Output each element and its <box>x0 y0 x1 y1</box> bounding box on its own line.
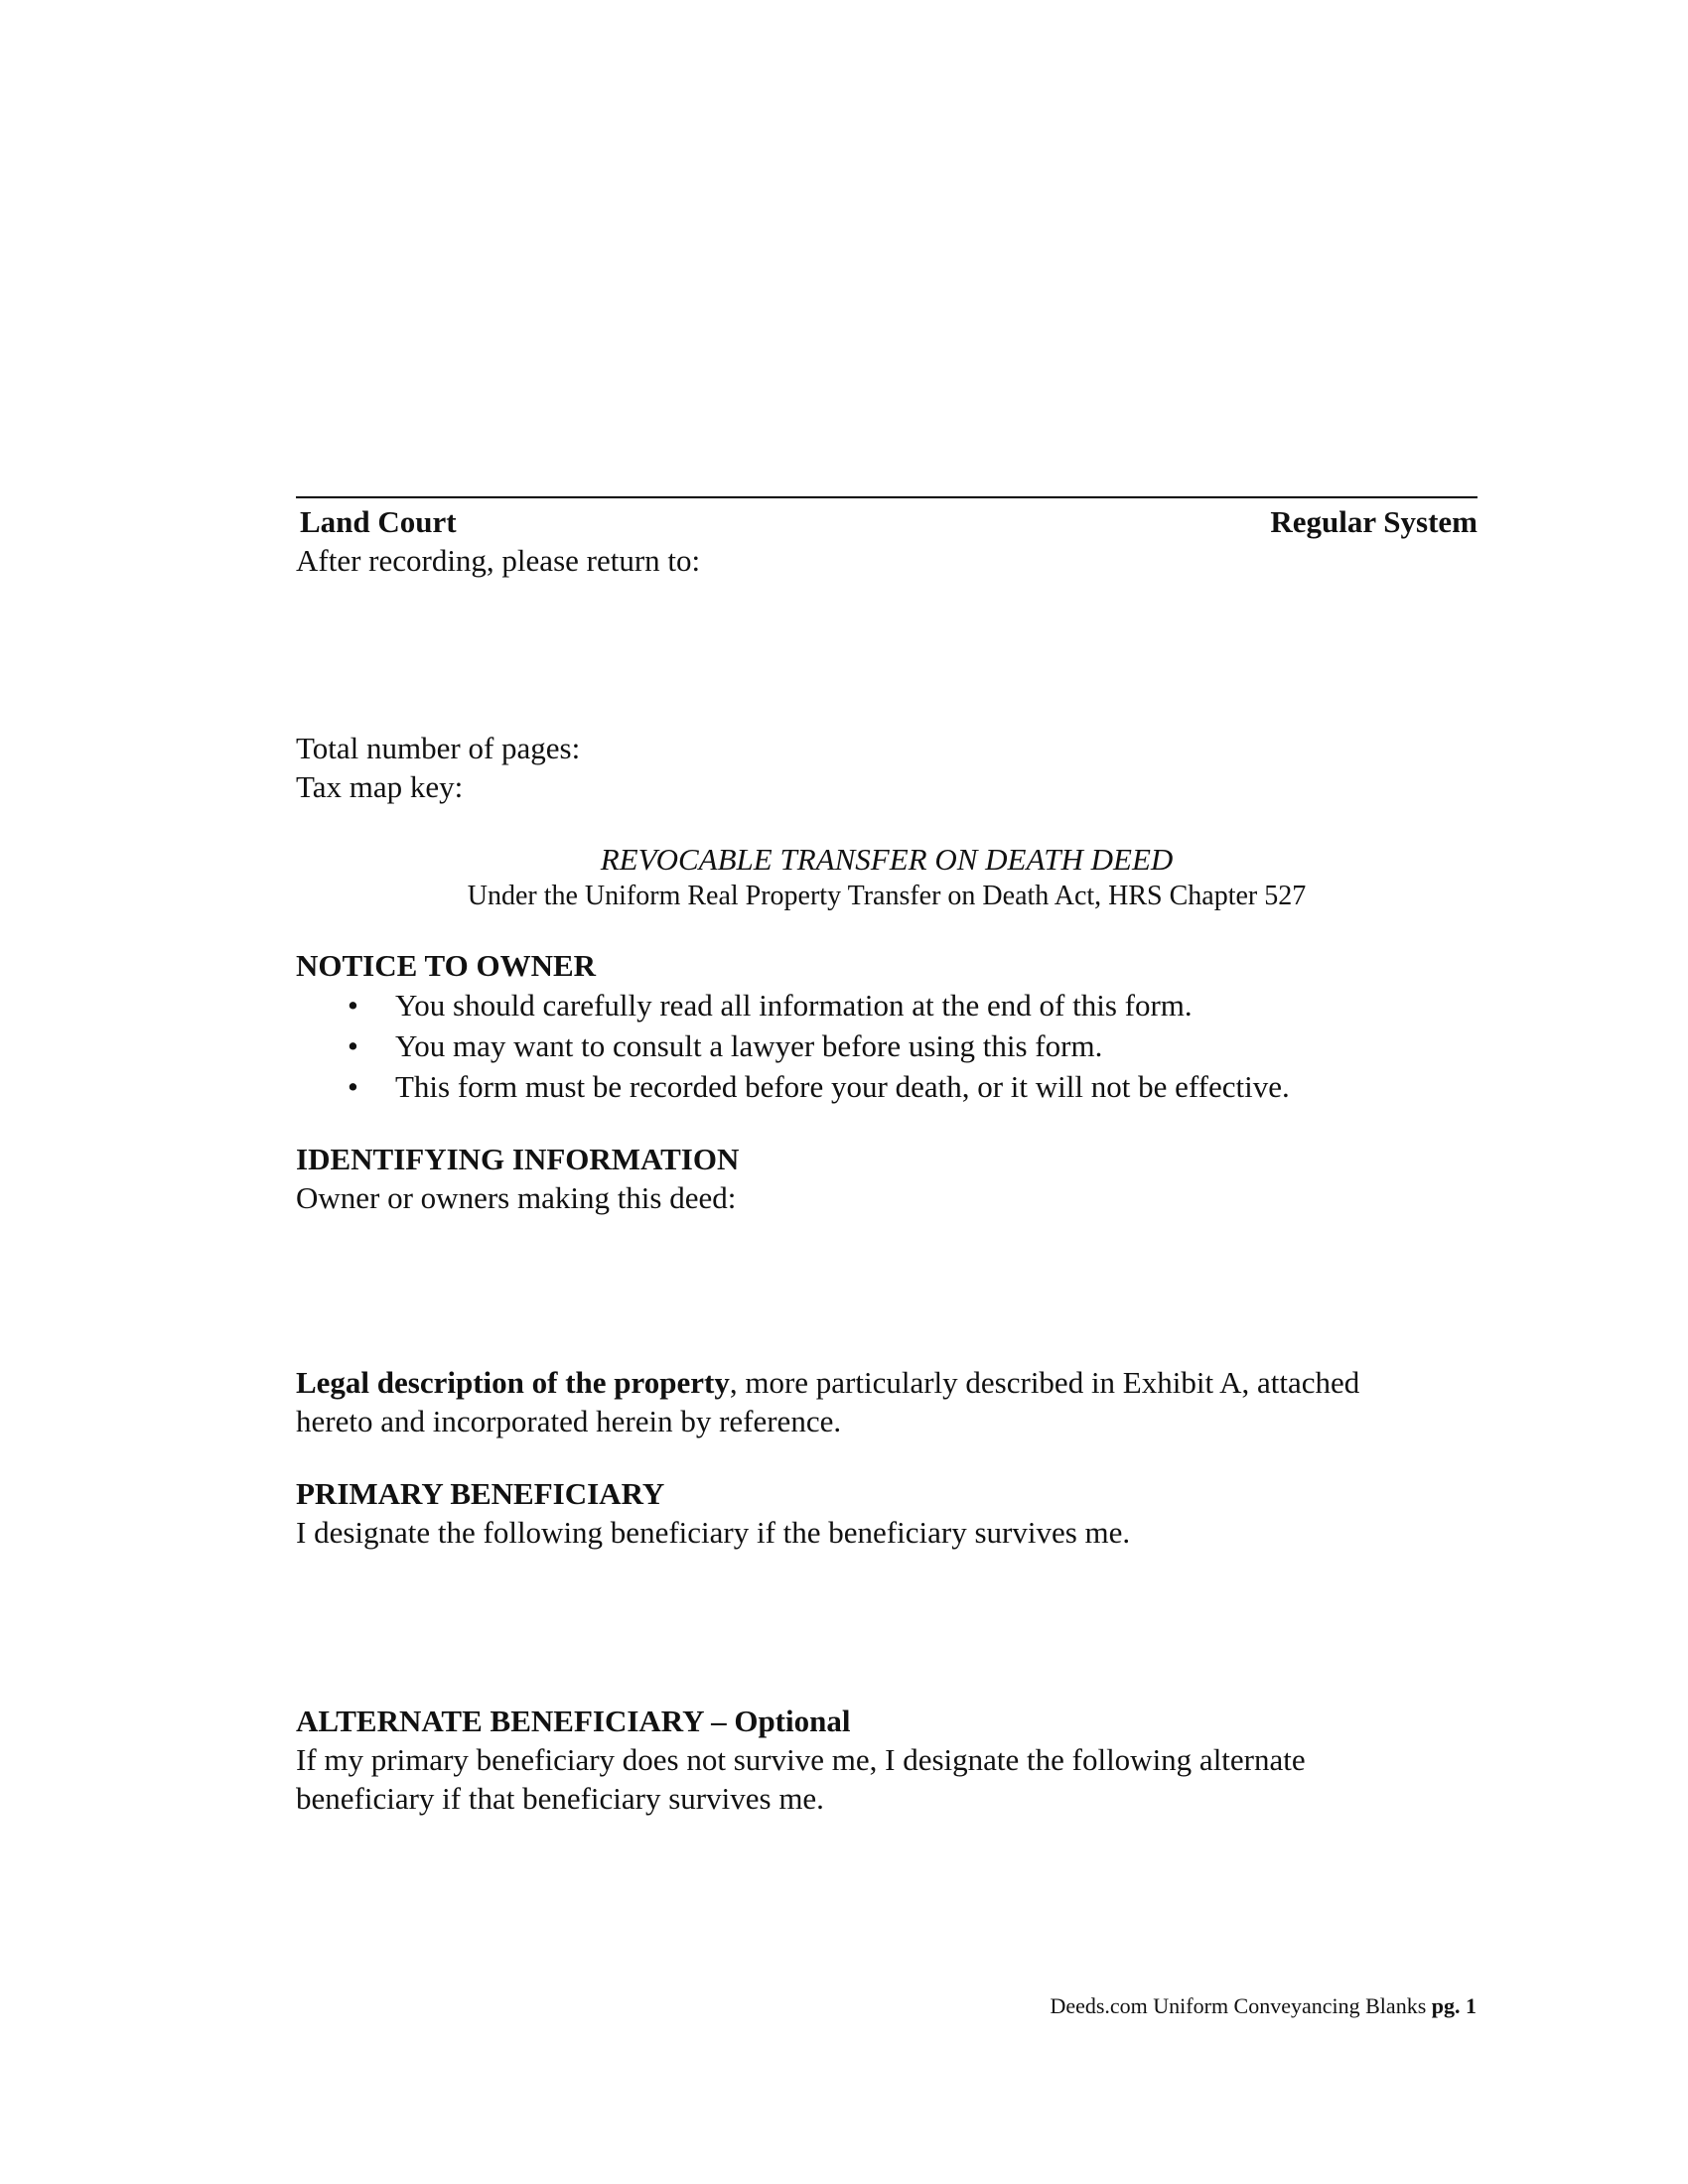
return-address-space <box>296 580 1477 729</box>
deed-subtitle: Under the Uniform Real Property Transfer on Death Act, HRS Chapter 527 <box>467 881 1307 911</box>
optional-label: – Optional <box>703 1704 851 1738</box>
notice-item: • This form must be recorded before your death, or it will not be effective. <box>296 1066 1477 1107</box>
legal-description-text: , more particularly described in Exhibit A, attached <box>729 1365 1360 1400</box>
notice-list <box>296 985 1477 1107</box>
document-content <box>296 496 1477 1818</box>
bullet-icon: • <box>348 1069 358 1104</box>
page-number: pg. 1 <box>1431 1993 1477 2018</box>
legal-description-line2: hereto and incorporated herein by reference. <box>296 1404 842 1438</box>
alternate-beneficiary-line1: If my primary beneficiary does not survive me, I designate the following alternate <box>296 1742 1306 1777</box>
land-court-label: Land Court <box>300 504 457 539</box>
identifying-heading: IDENTIFYING INFORMATION <box>296 1142 740 1176</box>
tax-map-key-label: Tax map key: <box>296 769 464 804</box>
regular-system-label: Regular System <box>1270 504 1477 539</box>
legal-description-bold: Legal description of the property <box>296 1365 730 1400</box>
primary-beneficiary-heading: PRIMARY BENEFICIARY <box>296 1476 665 1511</box>
bullet-icon: • <box>348 1028 358 1063</box>
notice-item: • You may want to consult a lawyer before using this form. <box>296 1025 1477 1066</box>
legal-description <box>296 1363 1477 1402</box>
top-rule <box>296 496 1477 498</box>
owner-label: Owner or owners making this deed: <box>296 1180 737 1215</box>
deed-title: REVOCABLE TRANSFER ON DEATH DEED <box>600 842 1174 877</box>
alternate-beneficiary-line2: beneficiary if that beneficiary survives me. <box>296 1781 824 1816</box>
recording-header <box>296 502 1477 541</box>
page-footer <box>0 1992 1477 2020</box>
owner-space <box>296 1217 1477 1363</box>
bullet-icon: • <box>348 988 358 1023</box>
notice-heading: NOTICE TO OWNER <box>296 948 597 983</box>
primary-beneficiary-space <box>296 1552 1477 1702</box>
return-to-label: After recording, please return to: <box>296 543 701 578</box>
notice-item: • You should carefully read all information at the end of this form. <box>296 985 1477 1025</box>
footer-text: Deeds.com Uniform Conveyancing Blanks <box>1050 1993 1432 2018</box>
alternate-beneficiary-heading: ALTERNATE BENEFICIARY – Optional <box>296 1704 851 1738</box>
primary-beneficiary-text: I designate the following beneficiary if the beneficiary survives me. <box>296 1515 1131 1550</box>
total-pages-label: Total number of pages: <box>296 731 581 765</box>
